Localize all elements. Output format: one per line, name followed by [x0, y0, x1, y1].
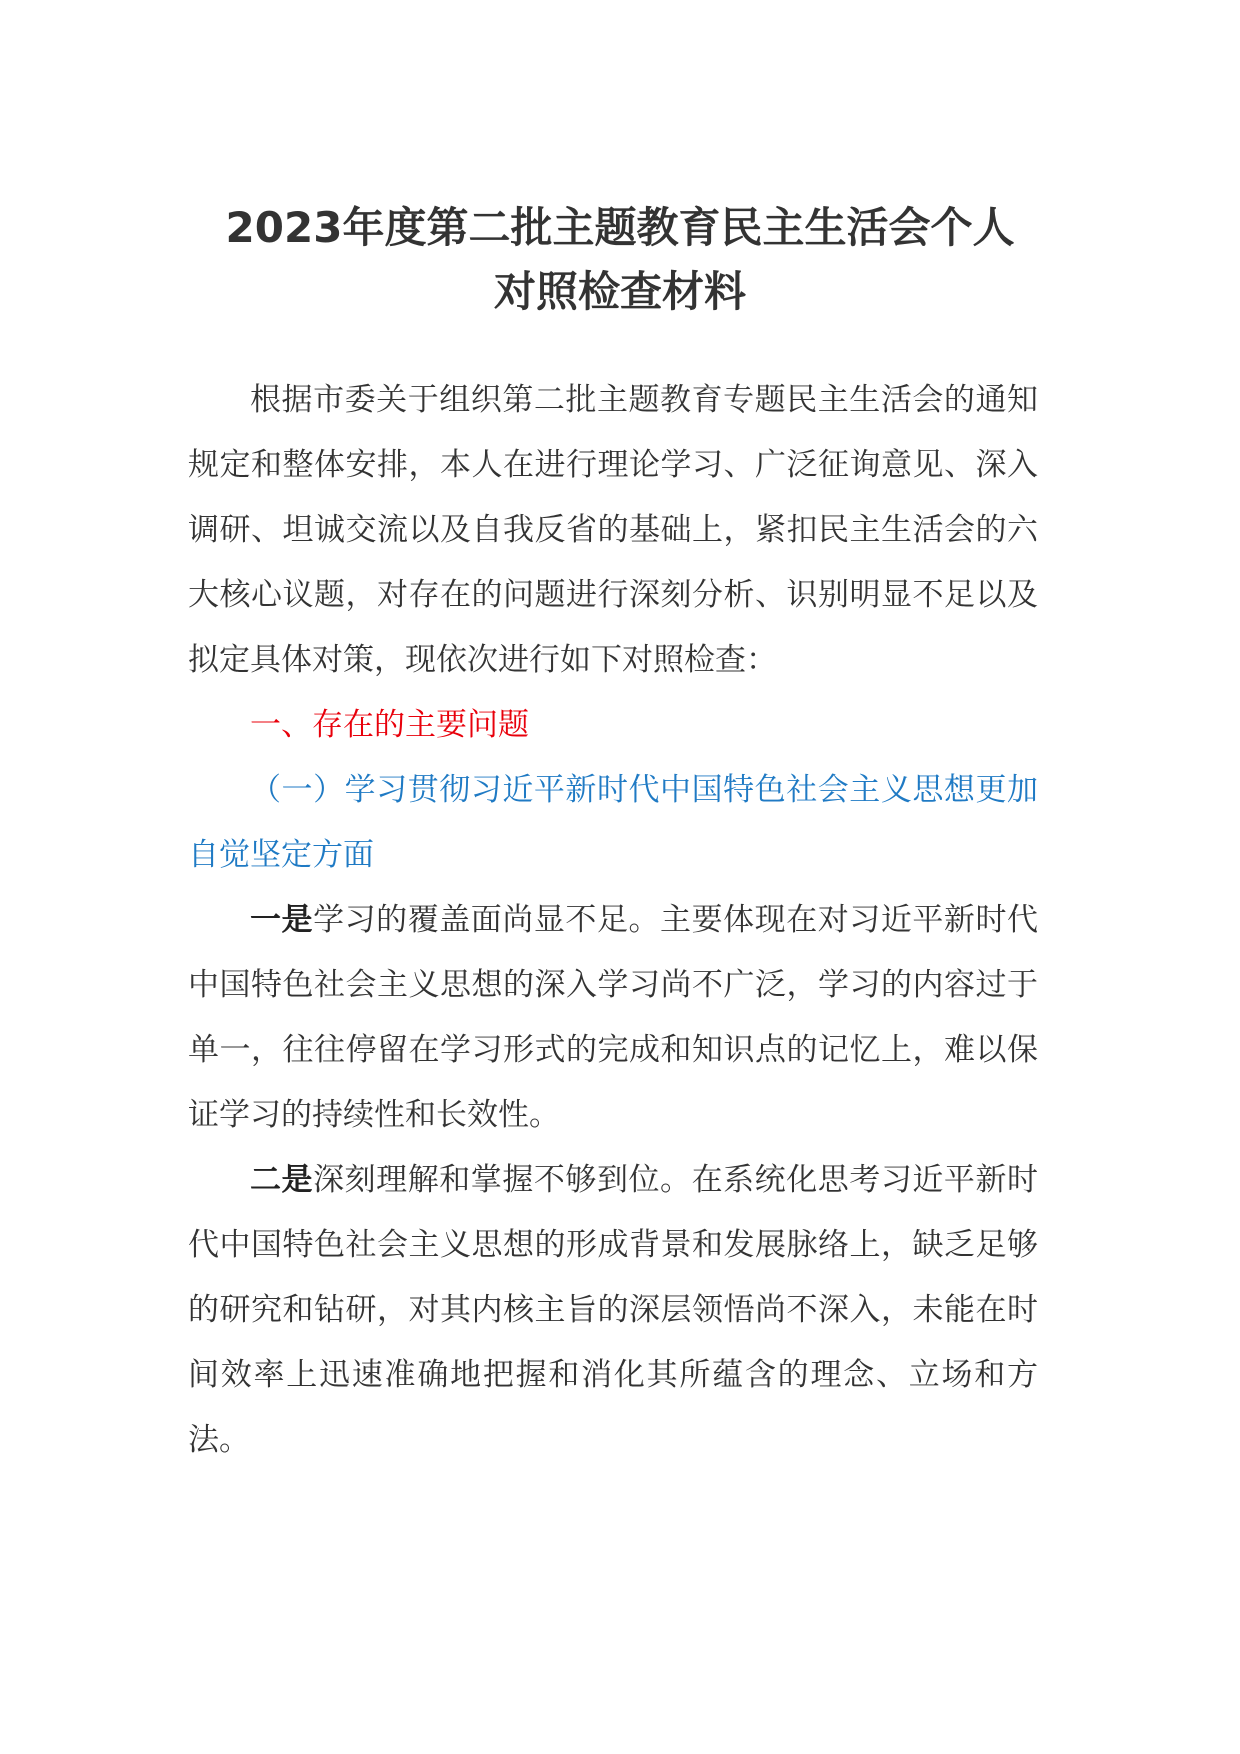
point-1-text: 学习的覆盖面尚显不足。主要体现在对习近平新时代中国特色社会主义思想的深入学习尚不广泛，学习的内容过于单一，往往停留在学习形式的完成和知识点的记忆上，难以保证学习的持续性和长效性。: [188, 902, 1039, 1133]
intro-paragraph: 根据市委关于组织第二批主题教育专题民主生活会的通知规定和整体安排，本人在进行理论学习、广泛征询意见、深入调研、坦诚交流以及自我反省的基础上，紧扣民主生活会的六大核心议题，对存在的问题进行深刻分析、识别明显不足以及拟定具体对策，现依次进行如下对照检查：: [188, 382, 1038, 678]
document-title: [160, 196, 1080, 324]
document-title-line-2: 对照检查材料: [493, 267, 746, 316]
point-2-lead: 二是: [250, 1162, 314, 1198]
document-body: [188, 368, 1038, 1473]
point-2-text: 深刻理解和掌握不够到位。在系统化思考习近平新时代中国特色社会主义思想的形成背景和发展脉络上，缺乏足够的研究和钻研，对其内核主旨的深层领悟尚不深入，未能在时间效率上迅速准确地把握和消化其所蕴含的理念、立场和方法。: [188, 1162, 1039, 1458]
point-paragraph-1: [188, 888, 1038, 1148]
point-1-lead: 一是: [250, 902, 314, 938]
section-heading-main-problems: 一、存在的主要问题: [250, 707, 529, 743]
subsection-heading-study: （一）学习贯彻习近平新时代中国特色社会主义思想更加自觉坚定方面: [188, 772, 1038, 873]
document-title-line-1: 2023年度第二批主题教育民主生活会个人: [225, 203, 1015, 252]
point-paragraph-2: [188, 1148, 1038, 1473]
